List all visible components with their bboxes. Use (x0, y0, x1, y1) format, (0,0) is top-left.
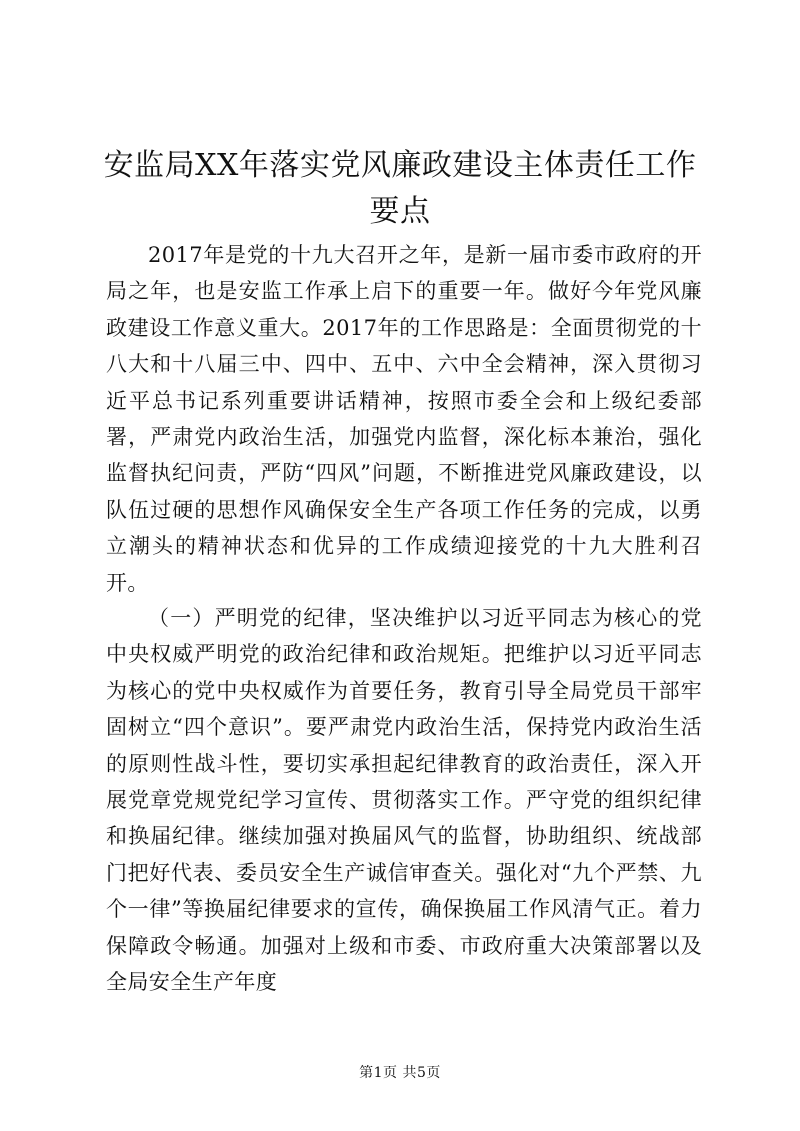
paragraph-work-approach: 2017年是党的十九大召开之年，是新一届市委市政府的开局之年，也是安监工作承上启下的重要一年。做好今年党风廉政建设工作意义重大。2017年的工作思路是：全面贯彻党的十八大和十八届三中、四中、五中、六中全会精神，深入贯彻习近平总书记系列重要讲话精神，按照市委全会和上级纪委部署，严肃党内政治生活，加强党内监督，深化标本兼治，强化监督执纪问责，严防“四风”问题，不断推进党风廉政建设，以队伍过硬的思想作风确保安全生产各项工作任务的完成，以勇立潮头的精神状态和优异的工作成绩迎接党的十九大胜利召开。 (106, 243, 702, 595)
page-indicator: 第1页 共5页 (359, 1065, 441, 1081)
paragraph-section-one: （一）严明党的纪律，坚决维护以习近平同志为核心的党中央权威严明党的政治纪律和政治规矩。把维护以习近平同志为核心的党中央权威作为首要任务，教育引导全局党员干部牢固树立“四个意识”。要严肃党内政治生活，保持党内政治生活的原则性战斗性，要切实承担起纪律教育的政治责任，深入开展党章党规党纪学习宣传、贯彻落实工作。严守党的组织纪律和换届纪律。继续加强对换届风气的监督，协助组织、统战部门把好代表、委员安全生产诚信审查关。强化对“九个严禁、九个一律”等换届纪律要求的宣传，确保换届工作风清气正。着力保障政令畅通。加强对上级和市委、市政府重大决策部署以及全局安全生产年度 (106, 606, 702, 995)
document-title: 安监局XX年落实党风廉政建设主体责任工作要点 (103, 148, 697, 229)
